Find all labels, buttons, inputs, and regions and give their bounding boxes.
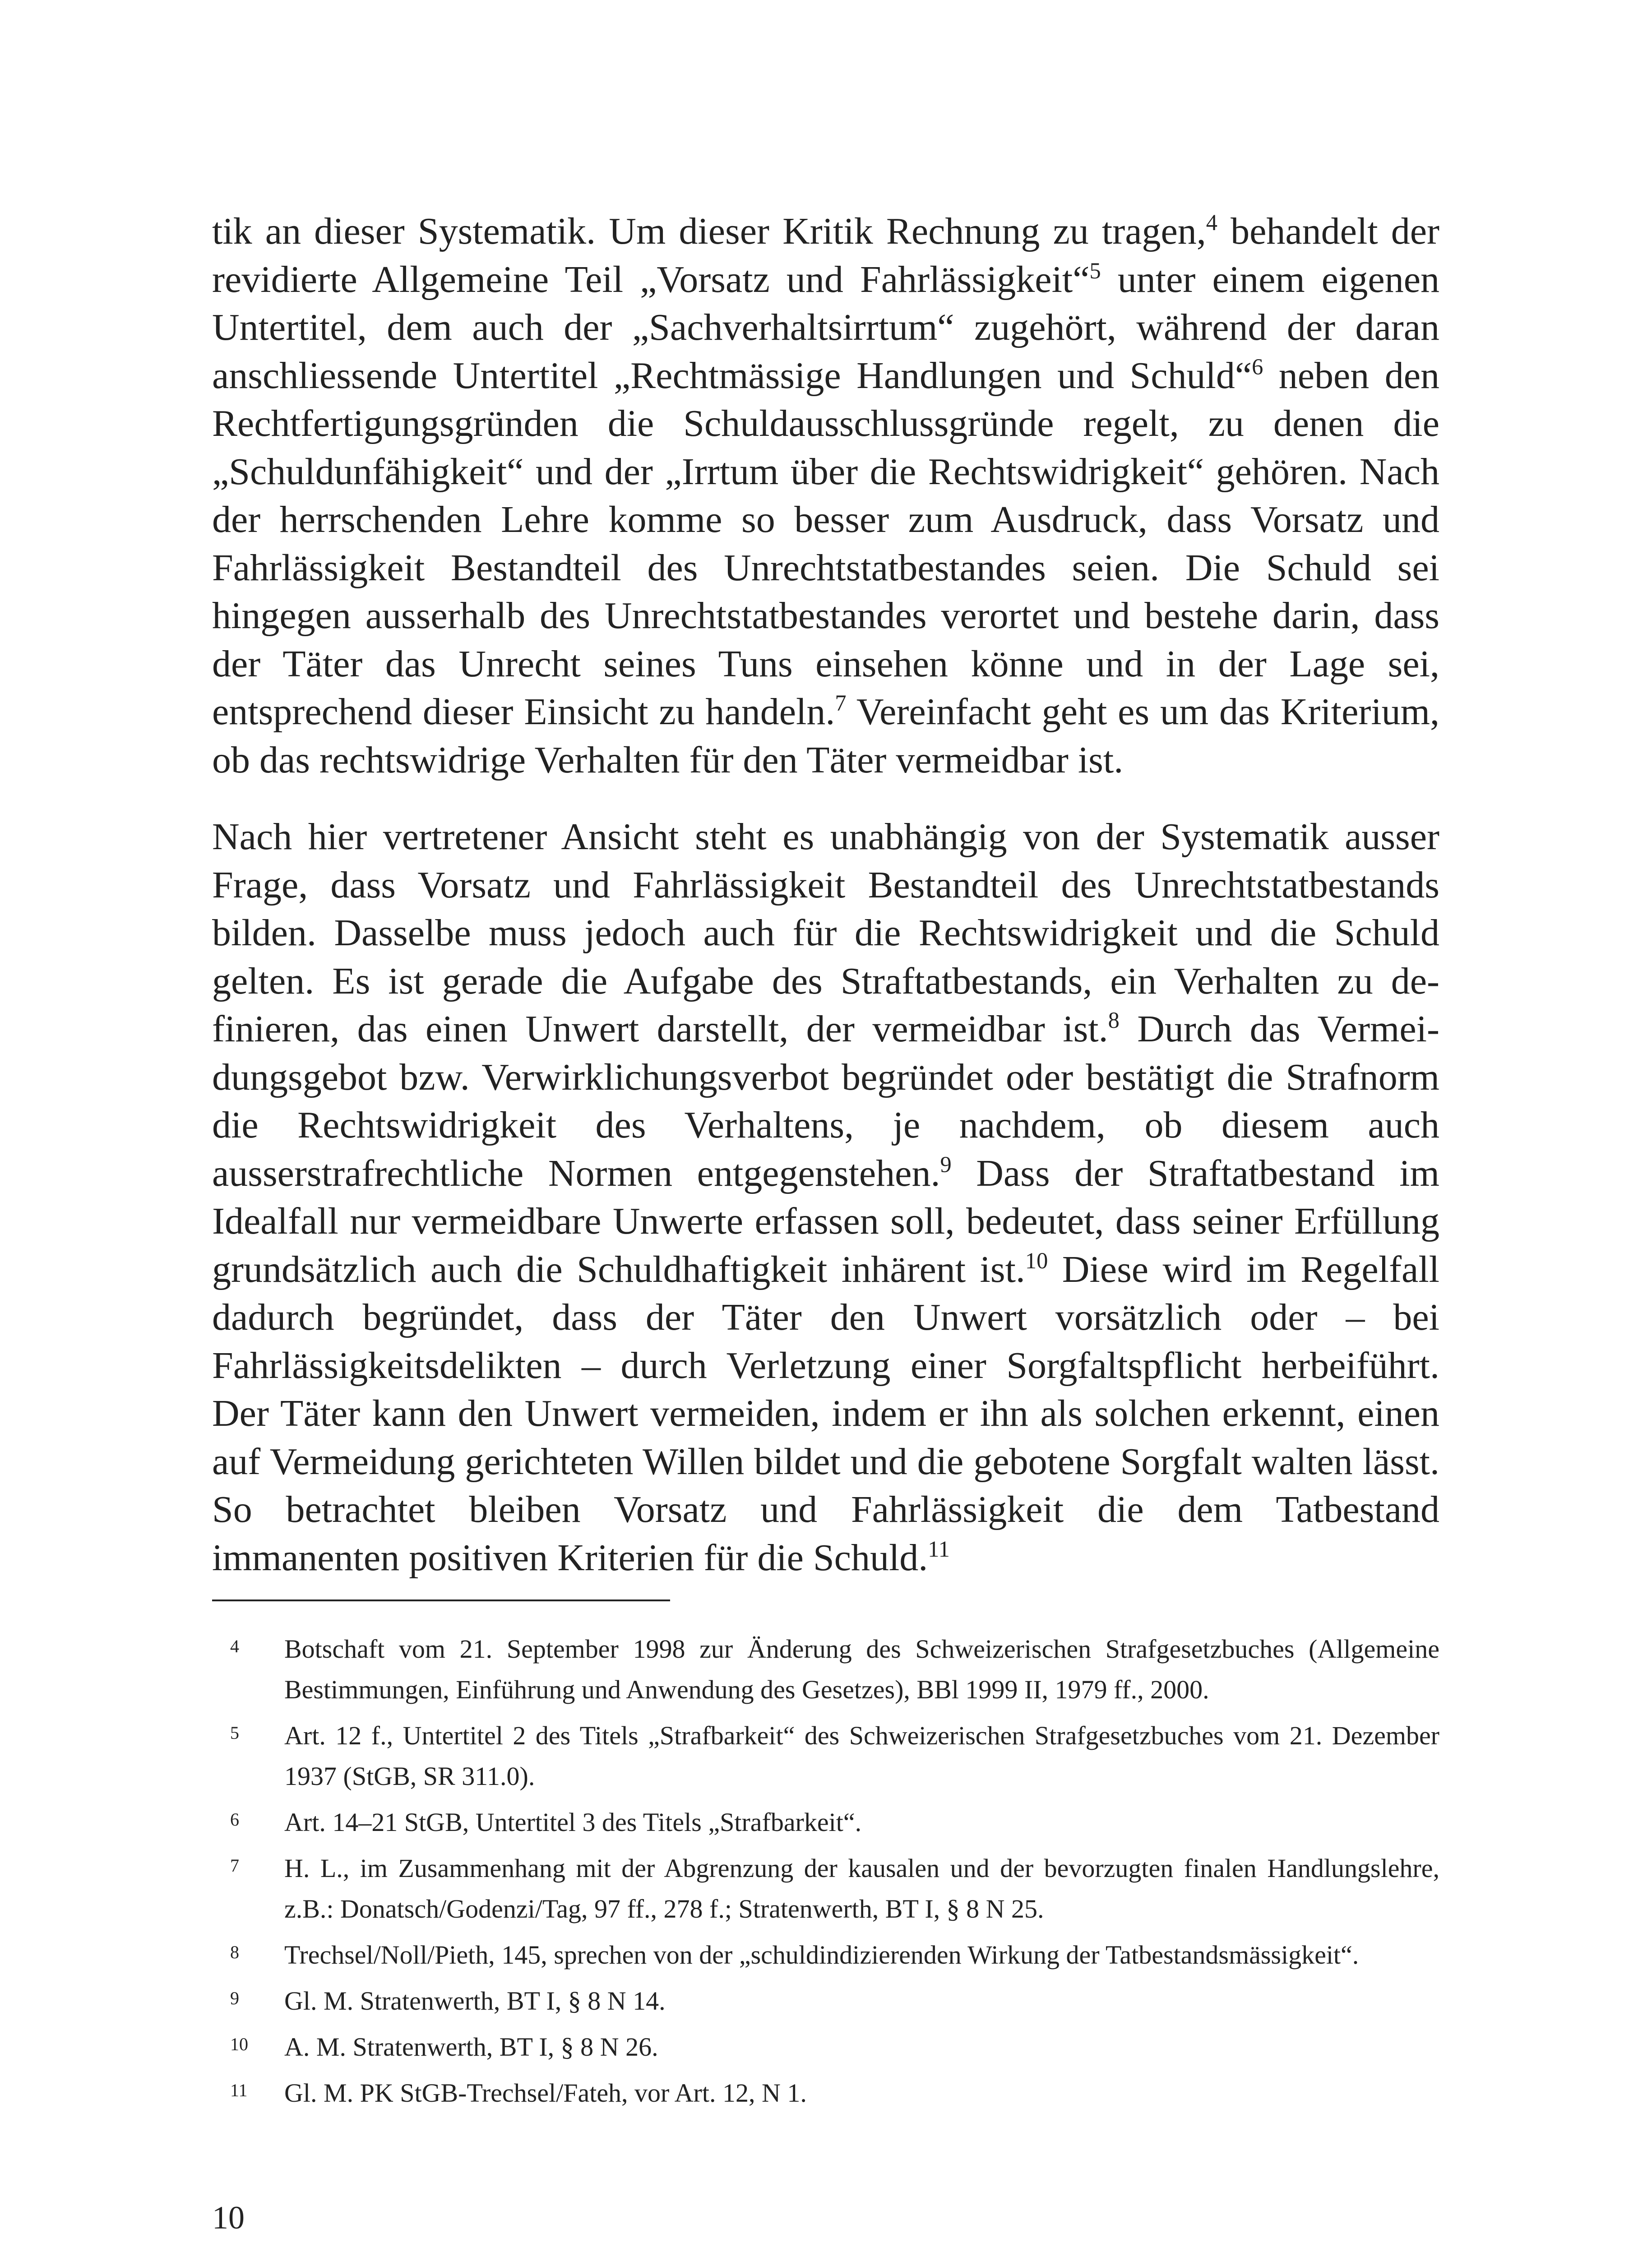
text-segment: Durch das Vermeidungsgebot bzw. Verwirklichungsverbot begründet oder bestätigt die Strafnorm die Rechtswidrigkeit des Verhaltens, je nachdem, ob diesem auch ausserstrafrechtliche Normen entgegenstehen. (212, 1008, 1439, 1194)
footnote (212, 1802, 1439, 1843)
footnote-text: Art. 14–21 StGB, Untertitel 3 des Titels „Strafbarkeit“. (284, 1808, 862, 1837)
footnote-number: 10 (230, 2034, 248, 2054)
footnote-reference: 4 (1206, 209, 1217, 235)
footnote (212, 1981, 1439, 2021)
footnote-text: Botschaft vom 21. September 1998 zur Änderung des Schweizerischen Strafgesetzbuches (Allgemeine Bestimmungen, Einführung und Anwendung des Gesetzes), BBl 1999 II, 1979 ff., 2000. (284, 1634, 1439, 1704)
text-segment: tik an dieser Systematik. Um dieser Kritik Rechnung zu tragen, (212, 210, 1206, 252)
footnote-text: Trechsel/Noll/Pieth, 145, sprechen von der „schuldindizierenden Wirkung der Tatbestandsmässigkeit“. (284, 1940, 1359, 1969)
footnote-number: 9 (230, 1988, 239, 2008)
footnote-text: H. L., im Zusammenhang mit der Abgrenzung der kausalen und der bevorzugten finalen Handlungslehre, z.B.: Donatsch/Godenzi/Tag, 97 ff., 278 f.; Stratenwerth, BT I, § 8 N 25. (284, 1854, 1439, 1923)
text-segment: Nach hier vertretener Ansicht steht es unabhängig von der Systematik ausser Frage, dass Vorsatz und Fahrlässigkeit Bestandteil des Unrechtstatbestands bilden. Dasselbe muss jedoch auch für die Rechtswidrigkeit und die Schuld gelten. Es ist gerade die Aufgabe des Straftatbestands, ein Verhalten zu definieren, das einen Unwert darstellt, der vermeidbar ist. (212, 816, 1439, 1050)
footnote-text: Gl. M. PK StGB-Trechsel/Fateh, vor Art. 12, N 1. (284, 2078, 807, 2108)
text-segment: behandelt der revidierte Allgemeine Teil „Vorsatz und Fahrlässigkeit“ (212, 210, 1439, 300)
footnote-number: 8 (230, 1942, 239, 1962)
footnote-number: 11 (230, 2080, 248, 2100)
footnote-reference: 10 (1025, 1248, 1048, 1273)
footnote-reference: 11 (928, 1536, 950, 1562)
footnote-text: Art. 12 f., Untertitel 2 des Titels „Strafbarkeit“ des Schweizerischen Strafgesetzbuches vom 21. Dezember 1937 (StGB, SR 311.0). (284, 1721, 1439, 1791)
text-segment: unter einem eigenen Untertitel, dem auch der „Sachverhaltsirrtum“ zugehört, während der daran anschliessende Untertitel „Rechtmässige Handlungen und Schuld“ (212, 258, 1439, 397)
text-segment: Dass der Straftatbestand im Idealfall nur vermeidbare Unwerte erfassen soll, bedeutet, dass seiner Erfüllung grundsätzlich auch die Schuldhaftigkeit inhärent ist. (212, 1152, 1439, 1290)
footnote (212, 1629, 1439, 1710)
text-segment: Diese wird im Regelfall dadurch begründet, dass der Täter den Unwert vorsätzlich oder – bei Fahrlässigkeitsdelikten – durch Verletzung einer Sorgfaltspflicht herbeiführt. Der Täter kann den Unwert vermeiden, indem er ihn als solchen erkennt, einen auf Vermeidung gerichteten Willen bildet und die gebotene Sorgfalt walten lässt. So betrachtet bleiben Vorsatz und Fahrlässigkeit die dem Tatbestand immanenten positiven Kriterien für die Schuld. (212, 1248, 1439, 1579)
body-paragraph (212, 813, 1439, 1582)
footnote (212, 1935, 1439, 1975)
footnote-number: 7 (230, 1855, 239, 1876)
body-paragraph (212, 208, 1439, 784)
text-segment: Vereinfacht geht es um das Kriterium, ob das rechtswidrige Verhalten für den Täter vermeidbar ist. (212, 691, 1440, 781)
text-segment: neben den Rechtfertigungsgründen die Schuldausschlussgründe regelt, zu denen die „Schuldunfähigkeit“ und der „Irrtum über die Rechtswidrigkeit“ gehören. Nach der herrschenden Lehre komme so besser zum Ausdruck, dass Vorsatz und Fahrlässigkeit Bestandteil des Unrechtstatbestandes seien. Die Schuld sei hingegen ausserhalb des Unrechtstatbestandes verortet und bestehe darin, dass der Täter das Unrecht seines Tuns einsehen könne und in der Lage sei, entsprechend dieser Einsicht zu handeln. (212, 354, 1439, 733)
footnote-reference: 9 (940, 1151, 952, 1177)
page-number: 10 (212, 2200, 245, 2236)
footnote-number: 5 (230, 1723, 239, 1743)
footnote (212, 2073, 1439, 2113)
footnote-reference: 8 (1108, 1007, 1120, 1033)
footnote-number: 4 (230, 1636, 239, 1656)
footnote-separator (212, 1600, 670, 1601)
footnote (212, 1848, 1439, 1929)
footnote-text: A. M. Stratenwerth, BT I, § 8 N 26. (284, 2032, 658, 2062)
footnote (212, 1715, 1439, 1797)
footnote-reference: 7 (835, 690, 847, 716)
footnote (212, 2027, 1439, 2067)
footnotes (212, 1629, 1439, 2119)
footnote-reference: 6 (1252, 354, 1263, 379)
body-text (212, 208, 1439, 1582)
footnote-text: Gl. M. Stratenwerth, BT I, § 8 N 14. (284, 1986, 666, 2016)
footnote-number: 6 (230, 1809, 239, 1830)
footnote-reference: 5 (1089, 258, 1101, 283)
